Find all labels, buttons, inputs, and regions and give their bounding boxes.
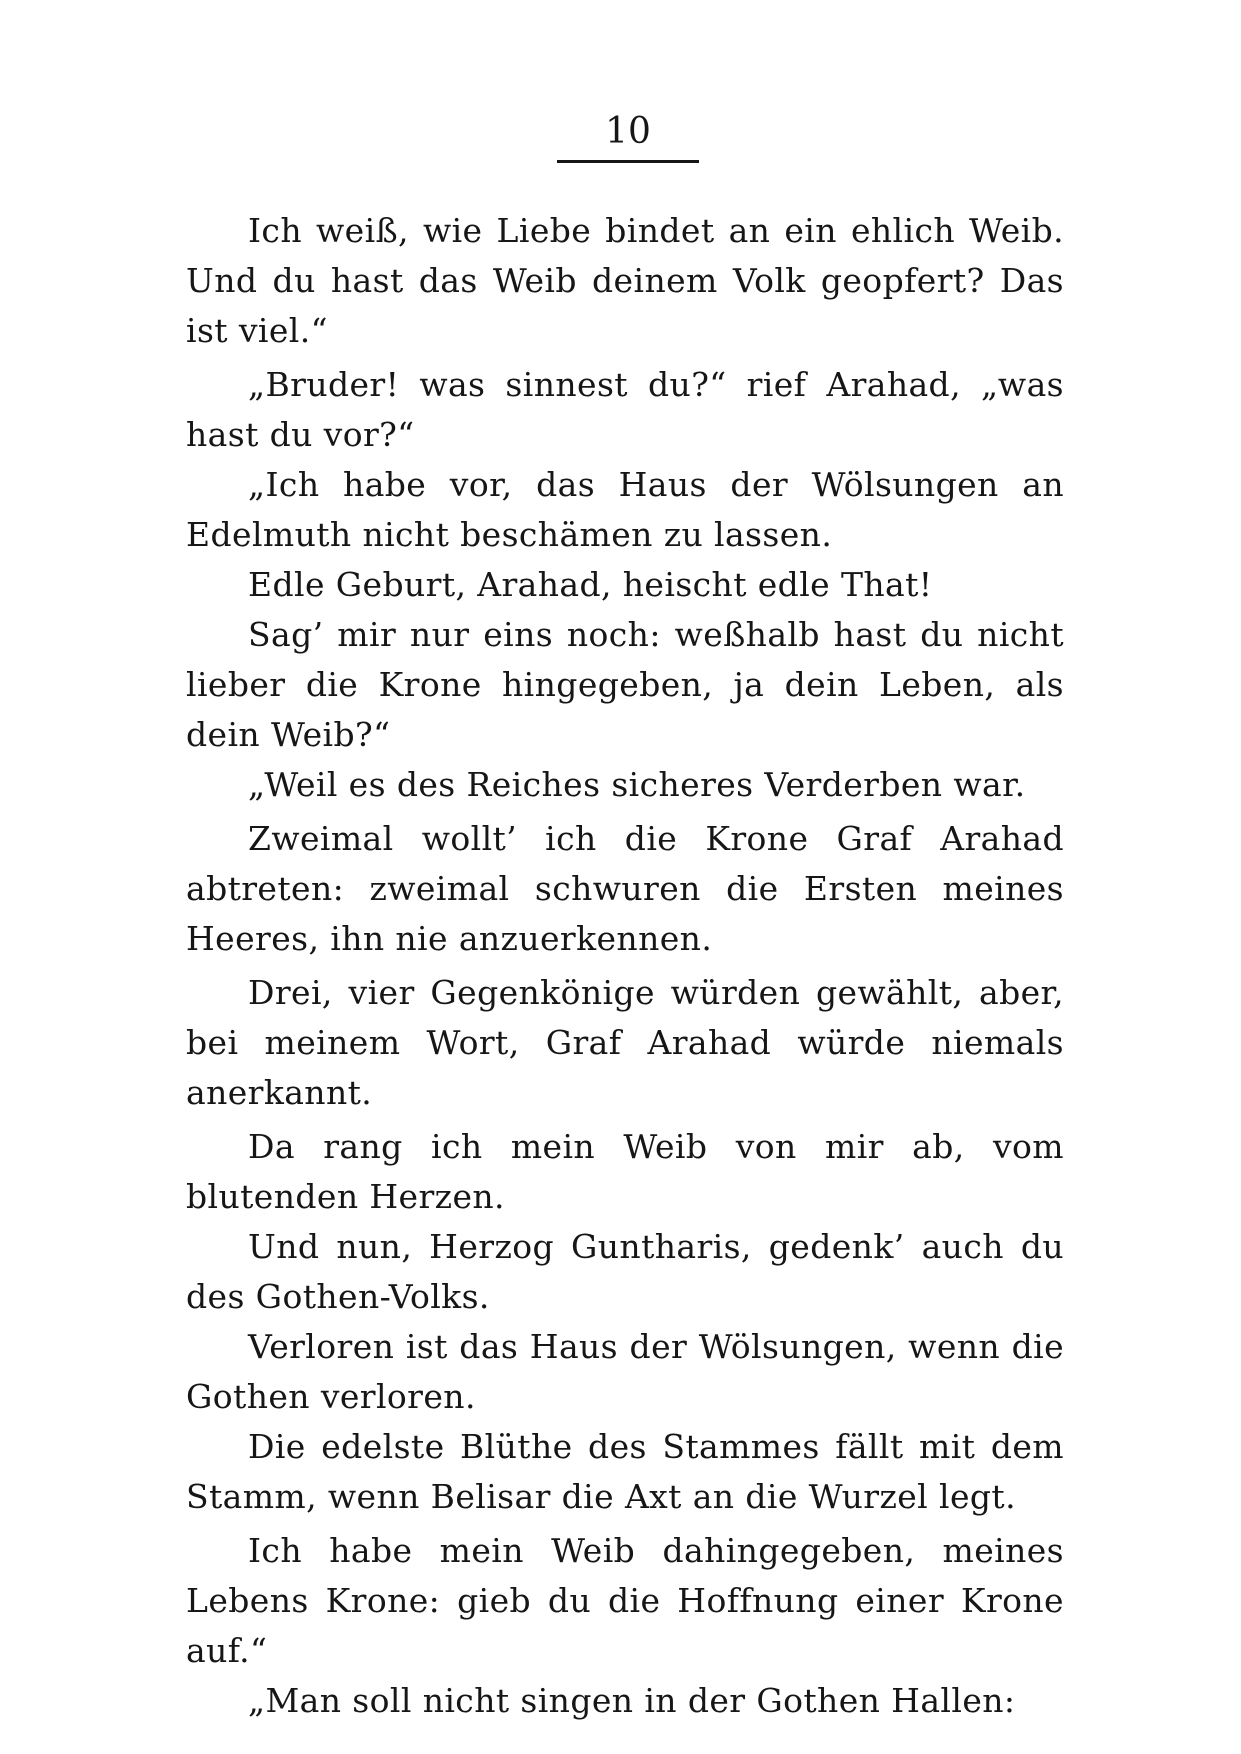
paragraph: Ich habe mein Weib dahingegeben, meines Lebens Krone: gieb du die Hoffnung einer Krone auf.“ — [186, 1531, 1064, 1670]
paragraph: „Weil es des Reiches sicheres Verderben war. — [248, 765, 1026, 804]
header-rule — [557, 160, 699, 163]
paragraph: Die edelste Blüthe des Stammes fällt mit dem Stamm, wenn Belisar die Axt an die Wurzel legt. — [186, 1427, 1064, 1516]
body-text — [186, 206, 1064, 1726]
paragraph: Sag’ mir nur eins noch: weßhalb hast du nicht lieber die Krone hingegeben, ja dein Leben, als dein Weib?“ — [186, 615, 1064, 754]
paragraph: Und nun, Herzog Guntharis, gedenk’ auch du des Gothen-Volks. — [186, 1227, 1064, 1316]
paragraph: Verloren ist das Haus der Wölsungen, wenn die Gothen verloren. — [186, 1327, 1064, 1416]
paragraph: Ich weiß, wie Liebe bindet an ein ehlich Weib. Und du hast das Weib deinem Volk geopfert? Das ist viel.“ — [186, 211, 1064, 350]
paragraph: Edle Geburt, Arahad, heischt edle That! — [248, 565, 933, 604]
paragraph: Da rang ich mein Weib von mir ab, vom blutenden Herzen. — [186, 1127, 1064, 1216]
paragraph: „Bruder! was sinnest du?“ rief Arahad, „was hast du vor?“ — [186, 365, 1064, 454]
paragraph: Zweimal wollt’ ich die Krone Graf Arahad abtreten: zweimal schwuren die Ersten meines Heeres, ihn nie anzuerkennen. — [186, 819, 1064, 958]
paragraph: Drei, vier Gegenkönige würden gewählt, aber, bei meinem Wort, Graf Arahad würde niemals anerkannt. — [186, 973, 1064, 1112]
paragraph: „Ich habe vor, das Haus der Wölsungen an Edelmuth nicht beschämen zu lassen. — [186, 465, 1064, 554]
page-number: 10 — [605, 111, 651, 152]
paragraph: „Man soll nicht singen in der Gothen Hallen: — [248, 1681, 1016, 1720]
